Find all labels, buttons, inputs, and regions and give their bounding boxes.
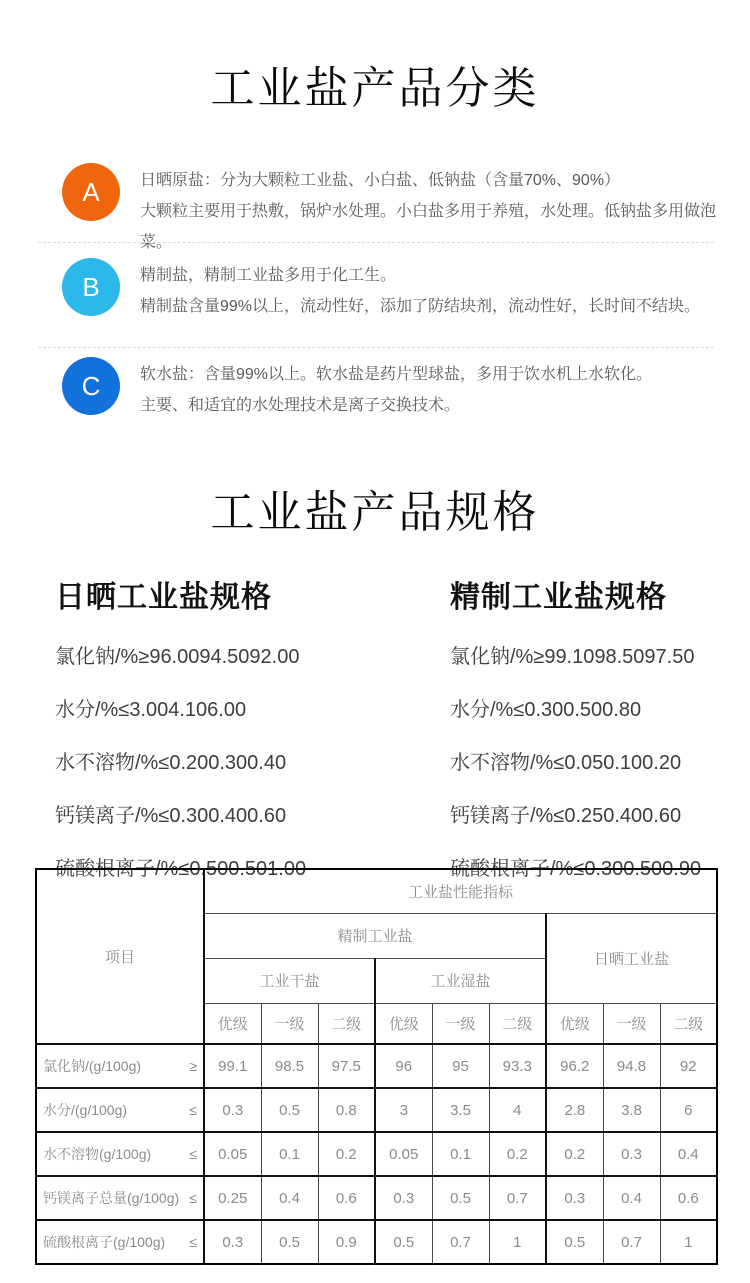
row-operator: ≤	[189, 1234, 197, 1250]
grade-header: 一级	[432, 1003, 489, 1044]
grade-header: 一级	[603, 1003, 660, 1044]
spec-line: 钙镁离子/%≤0.250.400.60	[450, 805, 682, 827]
table-cell: 0.2	[489, 1132, 546, 1176]
subgroup-header-dry: 工业干盐	[204, 958, 375, 1003]
spec-line: 钙镁离子/%≤0.300.400.60	[55, 805, 287, 827]
table-cell: 0.1	[432, 1132, 489, 1176]
row-label-text: 水分/(g/100g)	[43, 1102, 128, 1118]
row-label-sulfate	[36, 1220, 204, 1264]
spec-line: 硫酸根离子/%≤0.300.500.90	[450, 858, 702, 880]
dashed-divider	[38, 347, 714, 348]
table-title-cell: 工业盐性能指标	[204, 869, 717, 913]
table-cell: 0.2	[318, 1132, 375, 1176]
row-operator: ≤	[189, 1190, 197, 1206]
spec-column-refined	[450, 572, 750, 881]
table-cell: 94.8	[603, 1044, 660, 1088]
classification-item-a	[62, 163, 750, 251]
table-cell: 0.8	[318, 1088, 375, 1132]
badge-a: A	[62, 163, 120, 221]
table-cell: 0.3	[204, 1220, 261, 1264]
table-cell: 0.4	[603, 1176, 660, 1220]
table-cell: 96	[375, 1044, 432, 1088]
classification-text-b	[140, 260, 746, 322]
table-cell: 0.5	[546, 1220, 603, 1264]
row-label-text: 氯化钠/(g/100g)	[43, 1058, 142, 1074]
table-cell: 3	[375, 1088, 432, 1132]
table-cell: 0.5	[261, 1088, 318, 1132]
table-cell: 0.6	[318, 1176, 375, 1220]
classification-item-b	[62, 258, 750, 324]
row-label-sodium-chloride	[36, 1044, 204, 1088]
table-cell: 92	[660, 1044, 717, 1088]
table-cell: 0.5	[261, 1220, 318, 1264]
table-cell: 93.3	[489, 1044, 546, 1088]
classification-c-line2: 主要、和适宜的水处理技术是离子交换技术。	[140, 397, 461, 414]
table-cell: 2.8	[546, 1088, 603, 1132]
table-cell: 0.25	[204, 1176, 261, 1220]
table-cell: 0.6	[660, 1176, 717, 1220]
table-cell: 0.7	[489, 1176, 546, 1220]
row-operator: ≤	[189, 1146, 197, 1162]
row-label-insoluble	[36, 1132, 204, 1176]
classification-text-c	[140, 359, 746, 421]
table-cell: 98.5	[261, 1044, 318, 1088]
table-cell: 1	[660, 1220, 717, 1264]
spec-line: 氯化钠/%≥96.0094.5092.00	[55, 646, 300, 668]
table-cell: 97.5	[318, 1044, 375, 1088]
grade-header: 一级	[261, 1003, 318, 1044]
spec-line: 氯化钠/%≥99.1098.5097.50	[450, 646, 695, 668]
spec-line: 水分/%≤0.300.500.80	[450, 699, 642, 721]
classification-b-line1: 精制盐，精制工业盐多用于化工生。	[140, 267, 397, 284]
classification-title: 工业盐产品分类	[210, 64, 540, 113]
table-cell: 1	[489, 1220, 546, 1264]
table-cell: 0.05	[375, 1132, 432, 1176]
classification-a-line2: 大颗粒主要用于热敷，锅炉水处理。小白盐多用于养殖，水处理。低钠盐多用做泡菜。	[140, 203, 717, 251]
grade-header: 二级	[318, 1003, 375, 1044]
classification-b-line2: 精制盐含量99%以上，流动性好，添加了防结块剂，流动性好，长时间不结块。	[140, 298, 701, 315]
table-cell: 0.4	[660, 1132, 717, 1176]
table-corner-cell: 项目	[36, 869, 204, 1044]
table-cell: 0.3	[204, 1088, 261, 1132]
table-cell: 96.2	[546, 1044, 603, 1088]
table-cell: 0.7	[603, 1220, 660, 1264]
badge-c: C	[62, 357, 120, 415]
classification-c-line1: 软水盐：含量99%以上。软水盐是药片型球盐，多用于饮水机上水软化。	[140, 366, 653, 383]
table-cell: 95	[432, 1044, 489, 1088]
table-cell: 0.9	[318, 1220, 375, 1264]
table-cell: 6	[660, 1088, 717, 1132]
group-header-refined: 精制工业盐	[204, 913, 546, 958]
grade-header: 优级	[204, 1003, 261, 1044]
row-operator: ≤	[189, 1102, 197, 1118]
badge-b: B	[62, 258, 120, 316]
row-label-text: 水不溶物(g/100g)	[43, 1146, 152, 1162]
table-cell: 0.3	[546, 1176, 603, 1220]
spec-heading-refined: 精制工业盐规格	[450, 581, 667, 614]
grade-header: 二级	[660, 1003, 717, 1044]
classification-text-a	[140, 165, 746, 258]
grade-header: 优级	[375, 1003, 432, 1044]
spec-heading-sun-dried: 日晒工业盐规格	[55, 581, 272, 614]
spec-line: 水分/%≤3.004.106.00	[55, 699, 247, 721]
table-cell: 0.05	[204, 1132, 261, 1176]
row-operator: ≥	[189, 1058, 197, 1074]
spec-line: 水不溶物/%≤0.200.300.40	[55, 752, 287, 774]
classification-item-c	[62, 357, 750, 423]
spec-column-sun-dried	[55, 572, 395, 881]
grade-header: 优级	[546, 1003, 603, 1044]
subgroup-header-wet: 工业湿盐	[375, 958, 546, 1003]
row-label-text: 硫酸根离子(g/100g)	[43, 1234, 166, 1250]
table-cell: 0.1	[261, 1132, 318, 1176]
spec-line: 硫酸根离子/%≤0.500.501.00	[55, 858, 307, 880]
performance-indicator-table	[35, 868, 718, 1265]
classification-a-line1: 日晒原盐：分为大颗粒工业盐、小白盐、低钠盐（含量70%、90%）	[140, 172, 621, 189]
specification-title: 工业盐产品规格	[210, 488, 540, 537]
table-cell: 4	[489, 1088, 546, 1132]
table-cell: 3.8	[603, 1088, 660, 1132]
row-label-calcium-magnesium	[36, 1176, 204, 1220]
dashed-divider	[38, 242, 714, 243]
spec-line: 水不溶物/%≤0.050.100.20	[450, 752, 682, 774]
table-cell: 0.5	[375, 1220, 432, 1264]
table-cell: 0.3	[603, 1132, 660, 1176]
table-cell: 0.7	[432, 1220, 489, 1264]
group-header-sun-dried: 日晒工业盐	[546, 913, 717, 1003]
row-label-moisture	[36, 1088, 204, 1132]
table-cell: 0.4	[261, 1176, 318, 1220]
table-cell: 0.2	[546, 1132, 603, 1176]
row-label-text: 钙镁离子总量(g/100g)	[43, 1190, 180, 1206]
table-cell: 3.5	[432, 1088, 489, 1132]
table-cell: 0.5	[432, 1176, 489, 1220]
grade-header: 二级	[489, 1003, 546, 1044]
table-cell: 99.1	[204, 1044, 261, 1088]
table-cell: 0.3	[375, 1176, 432, 1220]
